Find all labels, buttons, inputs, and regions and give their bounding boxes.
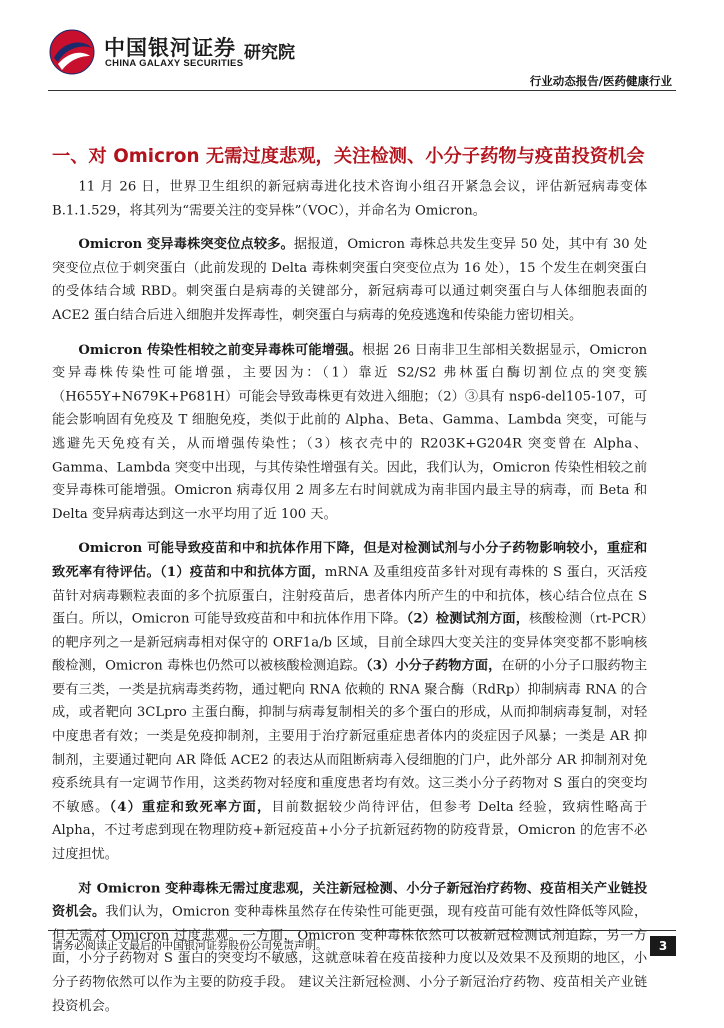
header-divider bbox=[48, 90, 676, 91]
paragraph-lead: Omicron 可能导致疫苗和中和抗体作用下降，但是对检测试剂与小分子药物影响较小，重症和致死率有待评估。 bbox=[52, 540, 648, 580]
section-title: 一、对 Omicron 无需过度悲观，关注检测、小分子药物与疫苗投资机会 bbox=[52, 146, 645, 167]
segment-vaccine-heading: （1）疫苗和中和抗体方面， bbox=[160, 563, 325, 580]
footer-divider bbox=[48, 930, 676, 931]
segment-severity-heading: （4）重症和致死率方面， bbox=[109, 798, 272, 815]
paragraph-lead: Omicron 变异毒株突变位点较多。 bbox=[78, 236, 294, 253]
paragraph-transmissibility bbox=[52, 338, 647, 526]
page-number: 3 bbox=[650, 936, 676, 956]
brand-name-en: CHINA GALAXY SECURITIES bbox=[105, 58, 244, 69]
paragraph-mutation-sites bbox=[52, 233, 647, 327]
segment-severity-text: 目前数据较少尚待评估，但参考 Delta 经验，致病性略高于 Alpha，不过考虑到现在物理防疫+新冠疫苗+小分子抗新冠药物的防疫背景，Omicron 的危害不必过度担忧。 bbox=[52, 798, 648, 862]
paragraph-text: 11 月 26 日，世界卫生组织的新冠病毒进化技术咨询小组召开紧急会议，评估新冠病毒变体 B.1.1.529，将其列为“需要关注的变异株”（VOC），并命名为 Omicron。 bbox=[52, 178, 648, 218]
segment-drug-heading: （3）小分子药物方面， bbox=[366, 657, 502, 674]
brand-name-cn: 中国银河证券 bbox=[104, 36, 236, 60]
paragraph-intro bbox=[52, 175, 647, 222]
report-body bbox=[52, 175, 647, 1028]
paragraph-text: 根据 26 日南非卫生部相关数据显示，Omicron 变异毒株传染性可能增强，主要因为：（1）靠近 S2/S2 弗林蛋白酶切割位点的突变簇（H655Y+N679K+P681H）可能会导致毒株更有效进入细胞；（2）③具有 nsp6-del105-107，可能会影响固有免疫及 T 细胞免疫，类似于此前的 Alpha、Beta、Gamma、Lambda 突变，可能与逃避先天免疫有关，从而增强传染性；（3）核衣壳中的 R203K+G204R 突变曾在 Alpha、Gamma、Lambda 突变中出现，与其传染性增强有关。因此，我们认为，Omicron 传染性相较之前变异毒株可能增强。Omicron 病毒仅用 2 周多左右时间就成为南非国内最主导的病毒，而 Beta 和 Delta 变异病毒达到这一水平均用了近 100 天。 bbox=[52, 341, 648, 522]
galaxy-swirl-logo-icon bbox=[48, 28, 96, 76]
segment-test-text: 核酸检测（rt-PCR）的靶序列之一是新冠病毒相对保守的 ORF1a/b 区域，目前全球四大变关注的变异体突变都不影响核酸检测，Omicron 毒株也仍然可以被核酸检测追踪。 bbox=[52, 610, 648, 674]
paragraph-text: 据报道，Omicron 毒株总共发生变异 50 处，其中有 30 处突变位点位于刺突蛋白（此前发现的 Delta 毒株刺突蛋白突变位点为 16 处），15 个发生在刺突蛋白的受体结合域 RBD。刺突蛋白是病毒的关键部分，新冠病毒可以通过刺突蛋白与人体细胞表面的 ACE2 蛋白结合后进入细胞并发挥毒性，刺突蛋白与病毒的免疫逃逸和传染能力密切相关。 bbox=[52, 236, 648, 323]
paragraph-lead: 对 Omicron 变种毒株无需过度悲观，关注新冠检测、小分子新冠治疗药物、疫苗相关产业链投资机会。 bbox=[52, 880, 648, 920]
paragraph-lead: Omicron 传染性相较之前变异毒株可能增强。 bbox=[78, 341, 363, 357]
segment-drug-text: 在研的小分子口服药物主要有三类，一类是抗病毒类药物，通过靶向 RNA 依赖的 RNA 聚合酶（RdRp）抑制病毒 RNA 的合成，或者靶向 3CLpro 主蛋白酶，抑制与病毒复制相关的多个蛋白的形成，从而抑制病毒复制，对轻中度患者有效；一类是免疫抑制剂，主要用于治疗新冠重症患者体内的炎症因子风暴；一类是 AR 抑制剂，主要通过靶向 AR 降低 ACE2 的表达从而阻断病毒入侵细胞的门户，此外部分 AR 抑制剂对免疫系统具有一定调节作用，这类药物对轻度和重度患者均有效。这三类小分子药物对 S 蛋白的突变均不敏感。 bbox=[52, 657, 648, 815]
segment-test-heading: （2）检测试剂方面， bbox=[406, 610, 530, 627]
segment-vaccine-text: mRNA 及重组疫苗多针对现有毒株的 S 蛋白，灭活疫苗针对病毒颗粒表面的多个抗原蛋白，注射疫苗后，患者体内所产生的中和抗体，核心结合位点在 S 蛋白。所以，Omicron 可能导致疫苗和中和抗体作用下降。 bbox=[52, 563, 648, 627]
report-category: 行业动态报告/医药健康行业 bbox=[529, 74, 672, 88]
disclaimer-note: 请务必阅读正文最后的中国银河证券股份公司免责声明。 bbox=[52, 939, 327, 952]
paragraph-impact-analysis bbox=[52, 537, 647, 866]
paragraph-text: 我们认为，Omicron 变种毒株虽然存在传染性可能更强，现有疫苗可能有效性降低等风险，但无需对 Omicron 过度悲观。一方面，Omicron 变种毒株依然可以被新冠检测试剂追踪，另一方面，小分子药物对 S 蛋白的突变均不敏感，这就意味着在疫苗接种力度以及效果不及预期的地区，小分子药物依然可以作为主要的防疫手段。 建议关注新冠检测、小分子新冠治疗药物、疫苗相关产业链投资机会。 bbox=[52, 903, 648, 1014]
institute-label: 研究院 bbox=[244, 43, 295, 63]
